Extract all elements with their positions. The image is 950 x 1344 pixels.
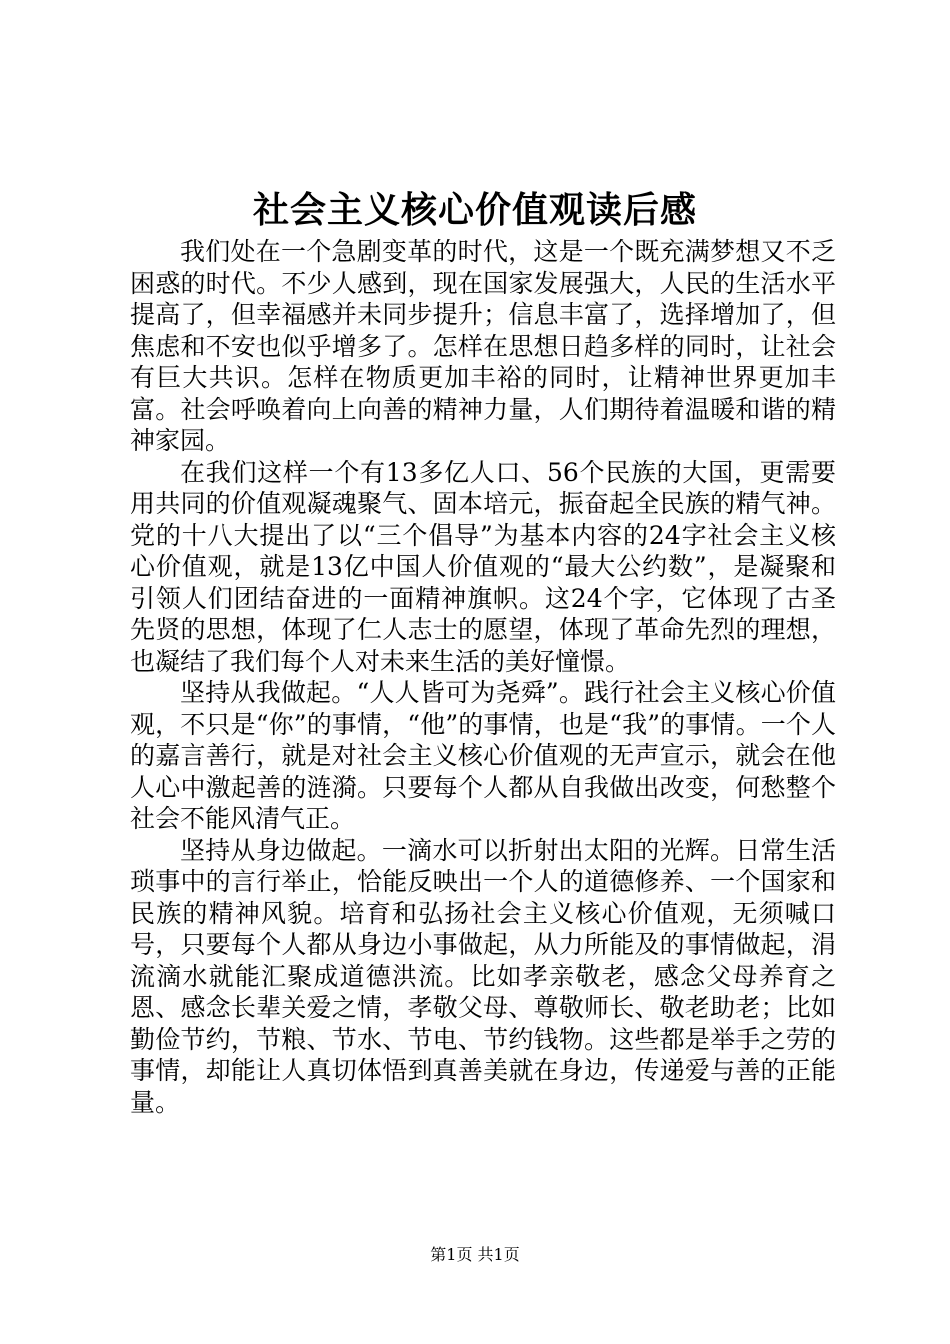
page-number-footer: 第1页 共1页 <box>430 1245 520 1264</box>
paragraph-2: 在我们这样一个有13多亿人口、56个民族的大国，更需要用共同的价值观凝魂聚气、固本培元，振奋起全民族的精气神。党的十八大提出了以“三个倡导”为基本内容的24字社会主义核心价值观，就是13亿中国人价值观的“最大公约数”，是凝聚和引领人们团结奋进的一面精神旗帜。这24个字，它体现了古圣先贤的思想，体现了仁人志士的愿望，体现了革命先烈的理想，也凝结了我们每个人对未来生活的美好憧憬。 <box>130 457 836 676</box>
paragraph-1: 我们处在一个急剧变革的时代，这是一个既充满梦想又不乏困惑的时代。不少人感到，现在国家发展强大，人民的生活水平提高了，但幸福感并未同步提升；信息丰富了，选择增加了，但焦虑和不安也似乎增多了。怎样在思想日趋多样的同时，让社会有巨大共识。怎样在物质更加丰裕的同时，让精神世界更加丰富。社会呼唤着向上向善的精神力量，人们期待着温暖和谐的精神家园。 <box>130 237 836 455</box>
paragraph-3: 坚持从我做起。“人人皆可为尧舜”。践行社会主义核心价值观，不只是“你”的事情，“他”的事情，也是“我”的事情。一个人的嘉言善行，就是对社会主义核心价值观的无声宣示，就会在他人心中激起善的涟漪。只要每个人都从自我做出改变，何愁整个社会不能风清气正。 <box>130 678 836 833</box>
document-title: 社会主义核心价值观读后感 <box>252 189 697 231</box>
document-body <box>130 236 836 1118</box>
paragraph-4: 坚持从身边做起。一滴水可以折射出太阳的光辉。日常生活琐事中的言行举止，恰能反映出一个人的道德修养、一个国家和民族的精神风貌。培育和弘扬社会主义核心价值观，无须喊口号，只要每个人都从身边小事做起，从力所能及的事情做起，涓流滴水就能汇聚成道德洪流。比如孝亲敬老，感念父母养育之恩、感念长辈关爱之情，孝敬父母、尊敬师长、敬老助老；比如勤俭节约，节粮、节水、节电、节约钱物。这些都是举手之劳的事情，却能让人真切体悟到真善美就在身边，传递爱与善的正能量。 <box>130 835 836 1117</box>
